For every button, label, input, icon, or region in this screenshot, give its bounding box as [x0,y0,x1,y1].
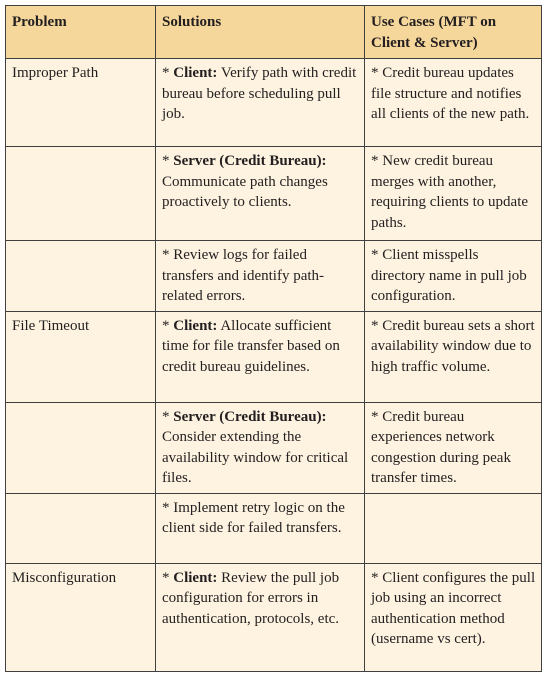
header-use-cases: Use Cases (MFT on Client & Server) [365,6,542,59]
header-problem: Problem [6,6,156,59]
use-case-cell [365,493,542,563]
table-row [6,311,542,402]
solution-cell [156,563,365,671]
use-case-cell: * Client misspells directory name in pull job configuration. [365,241,542,312]
problem-cell: Improper Path [6,59,156,147]
solution-prefix: * [162,408,174,425]
solution-cell [156,402,365,493]
solution-role: Client: [173,65,218,81]
solution-prefix: * [162,153,174,169]
problem-cell: Misconfiguration [6,563,156,671]
problem-cell [6,241,156,312]
table-row [6,59,542,147]
solution-text: Allocate sufficient time for file transfer based on credit bureau guidelines. [162,317,340,375]
solution-prefix: * [162,65,174,81]
table-header [6,6,542,59]
solution-cell [156,147,365,241]
table-row [6,402,542,493]
solution-text: Consider extending the availability window for critical files. [162,429,349,486]
solution-role: Client: [173,569,218,586]
table-row [6,147,542,241]
solution-cell [156,311,365,402]
use-case-cell: * Credit bureau updates file structure and notifies all clients of the new path. [365,59,542,147]
solution-cell [156,59,365,147]
solution-role: Server (Credit Bureau): [173,408,327,425]
solution-text: Review the pull job configuration for errors in authentication, protocols, etc. [162,569,340,627]
problem-cell: File Timeout [6,311,156,402]
problems-solutions-table [5,5,542,672]
table-row [6,241,542,312]
use-case-cell: * Credit bureau sets a short availability window due to high traffic volume. [365,311,542,402]
solution-text: Communicate path changes proactively to clients. [162,173,328,210]
table-body [6,59,542,672]
solution-role: Server (Credit Bureau): [173,153,327,169]
solution-text: * Review logs for failed transfers and identify path-related errors. [162,247,325,304]
use-case-cell: * New credit bureau merges with another, requiring clients to update paths. [365,147,542,241]
solution-text: Verify path with credit bureau before scheduling pull job. [162,65,357,122]
solution-cell [156,241,365,312]
header-row [6,6,542,59]
table-row [6,563,542,671]
use-case-cell: * Client configures the pull job using an incorrect authentication method (username vs cert). [365,563,542,671]
solution-prefix: * [162,317,174,334]
solution-prefix: * [162,569,174,586]
solution-cell [156,493,365,563]
use-case-cell: * Credit bureau experiences network congestion during peak transfer times. [365,402,542,493]
problem-cell [6,147,156,241]
solution-role: Client: [173,317,218,334]
header-solutions: Solutions [156,6,365,59]
problem-cell [6,402,156,493]
table-row [6,493,542,563]
problem-cell [6,493,156,563]
solution-text: * Implement retry logic on the client side for failed transfers. [162,499,345,536]
